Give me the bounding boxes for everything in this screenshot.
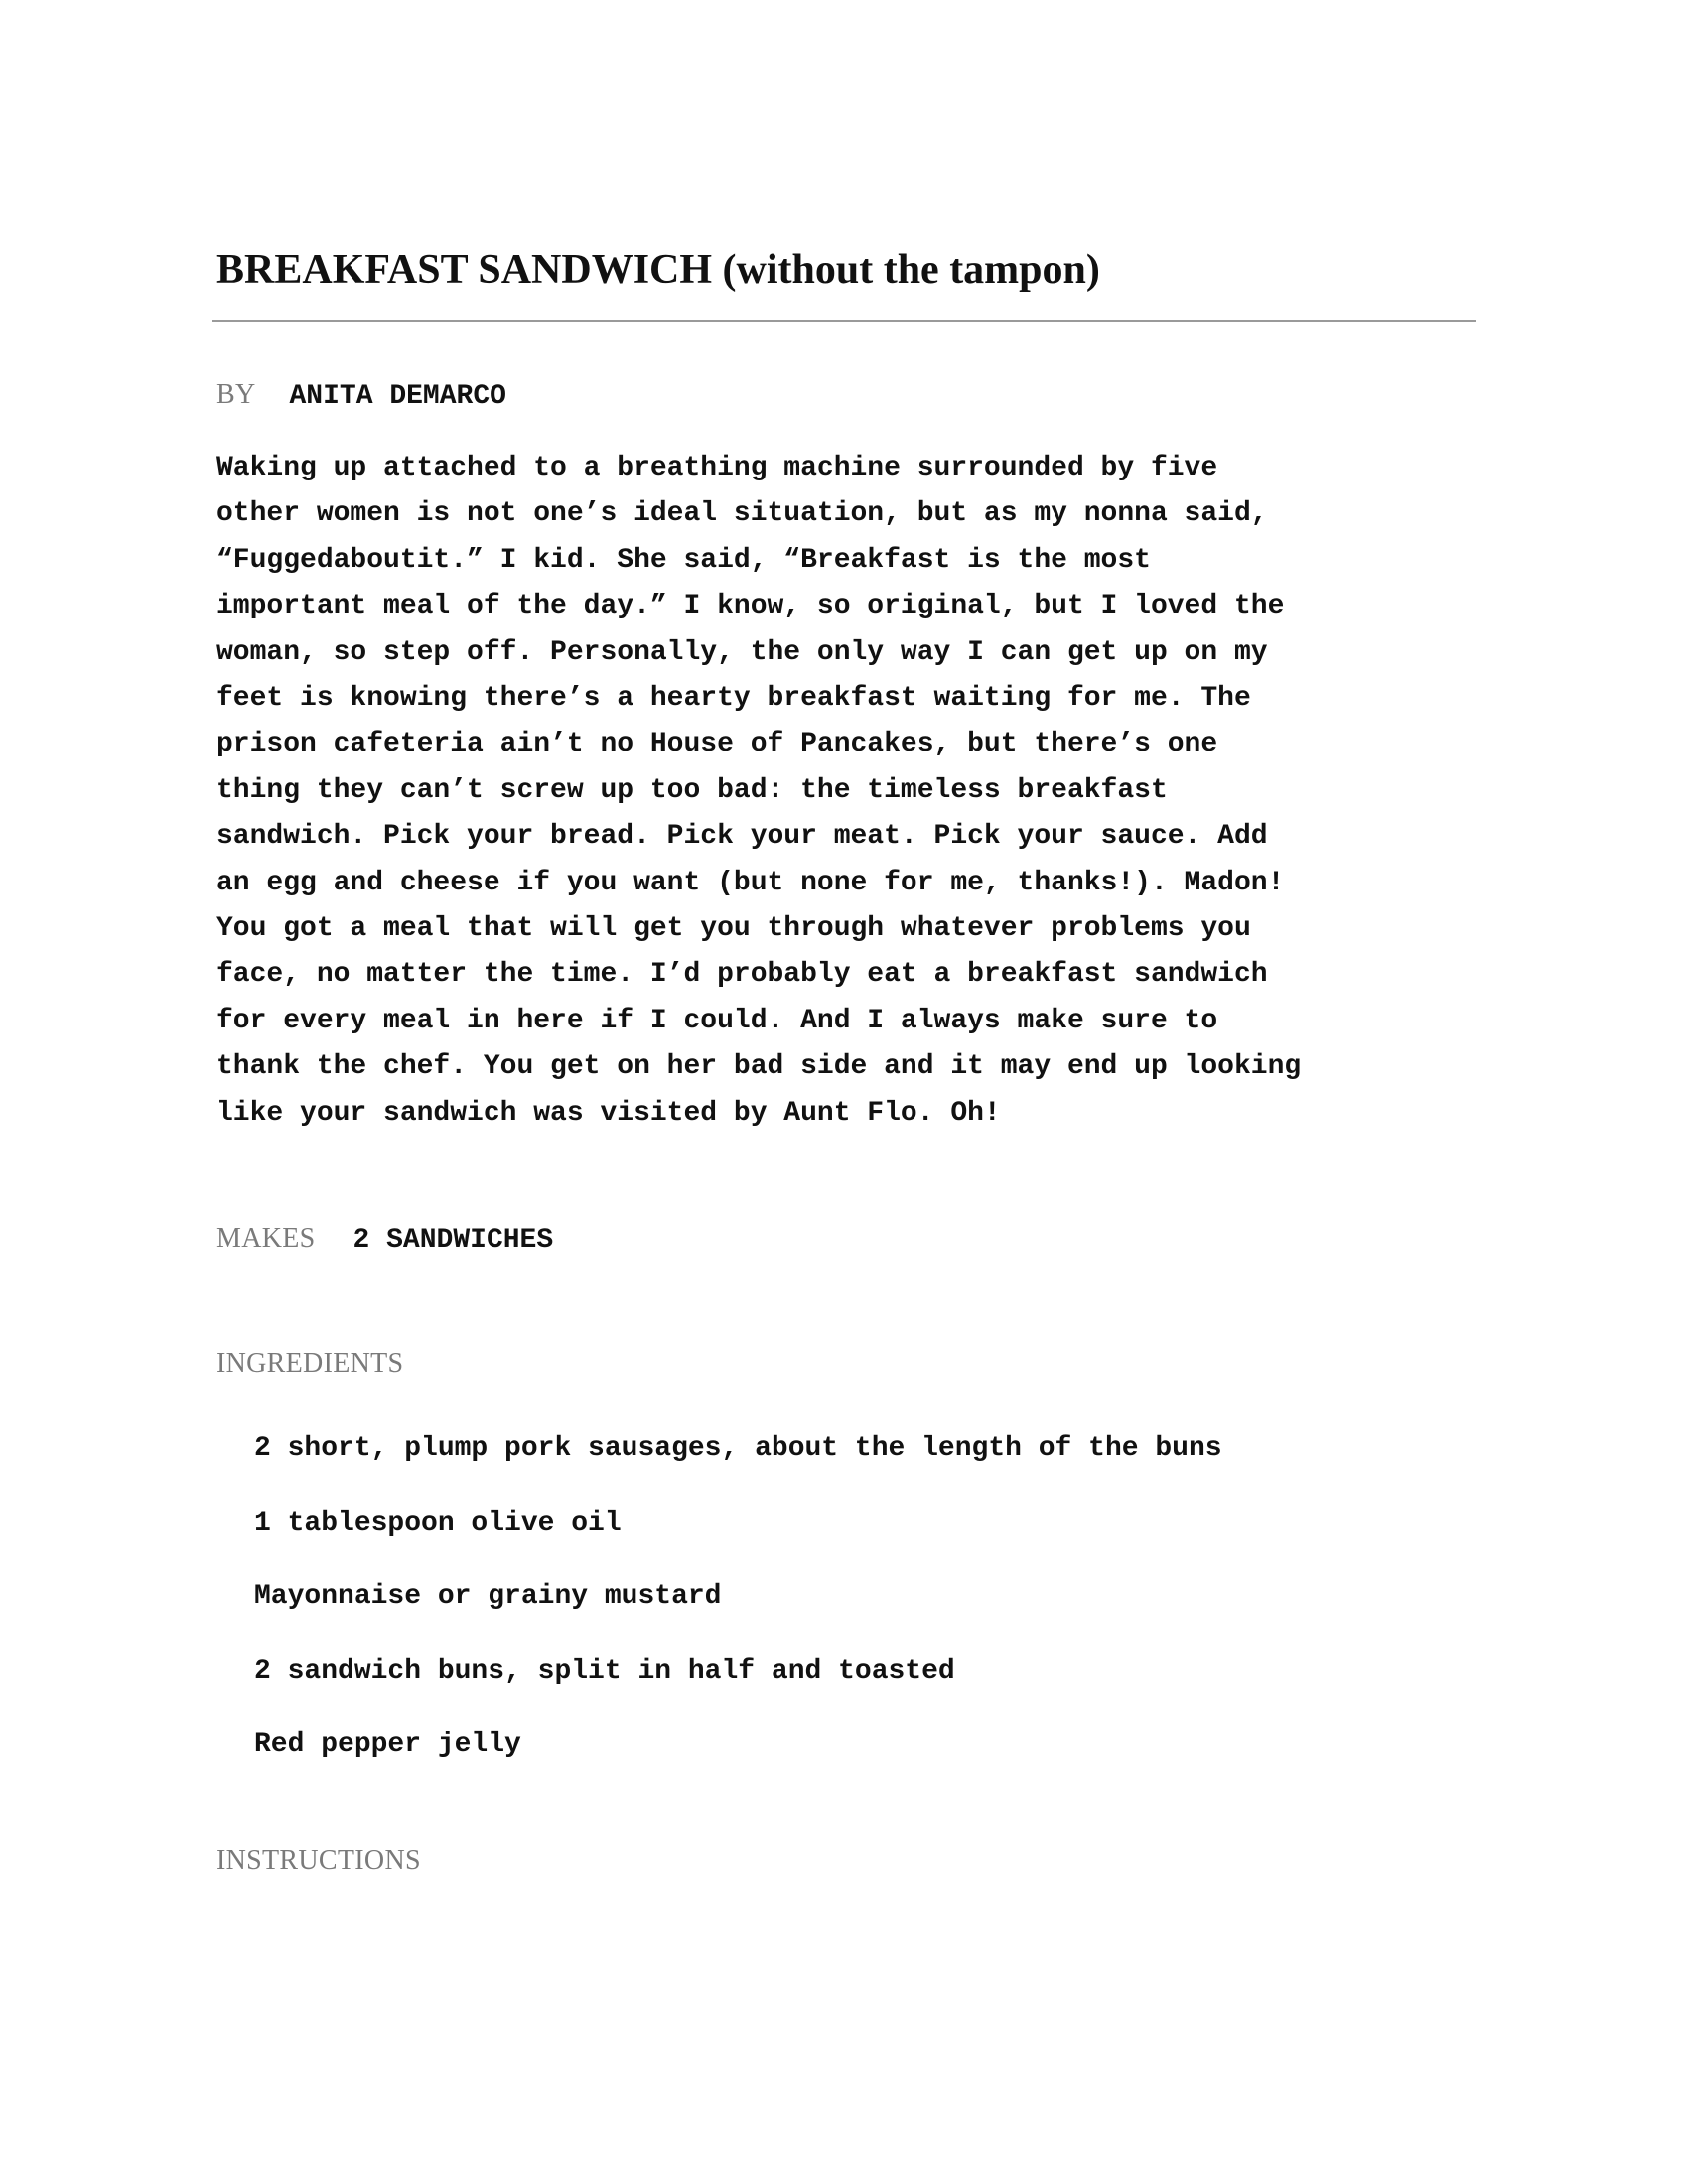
intro-line: You got a meal that will get you through whatever problems you [216,913,1251,945]
byline-label: BY [216,379,256,410]
yield-value: 2 SANDWICHES [352,1225,554,1256]
yield [216,1219,553,1259]
intro-line: sandwich. Pick your bread. Pick your meat. Pick your sauce. Add [216,821,1268,853]
author-name: ANITA DEMARCO [289,381,506,412]
intro-line: like your sandwich was visited by Aunt Flo. Oh! [216,1097,1001,1129]
ingredient-item: 1 tablespoon olive oil [254,1507,622,1539]
intro-line: Waking up attached to a breathing machine surrounded by five [216,453,1218,483]
ingredient-item: 2 short, plump pork sausages, about the length of the buns [254,1433,1222,1464]
intro-line: woman, so step off. Personally, the only way I can get up on my [216,636,1268,668]
ingredient-item: Mayonnaise or grainy mustard [254,1581,722,1612]
intro-line: an egg and cheese if you want (but none for me, thanks!). Madon! [216,867,1285,898]
byline [216,375,506,415]
ingredient-item: 2 sandwich buns, split in half and toasted [254,1655,955,1687]
recipe-title: BREAKFAST SANDWICH (without the tampon) [216,247,1100,293]
yield-label: MAKES [216,1223,316,1254]
ingredients-heading: INGREDIENTS [216,1348,404,1379]
intro-line: face, no matter the time. I’d probably eat a breakfast sandwich [216,959,1268,991]
ingredient-list [254,1430,1222,1800]
intro-line: for every meal in here if I could. And I always make sure to [216,1005,1218,1036]
instructions-heading: INSTRUCTIONS [216,1845,421,1876]
ingredient-item: Red pepper jelly [254,1729,521,1760]
intro-line: “Fuggedaboutit.” I kid. She said, “Breakfast is the most [216,544,1151,576]
title-divider [212,320,1476,322]
intro-line: feet is knowing there’s a hearty breakfast waiting for me. The [216,683,1251,715]
intro-line: thing they can’t screw up too bad: the timeless breakfast [216,774,1168,806]
intro-line: prison cafeteria ain’t no House of Pancakes, but there’s one [216,729,1218,760]
intro-line: important meal of the day.” I know, so original, but I loved the [216,591,1285,622]
intro-line: other women is not one’s ideal situation, but as my nonna said, [216,498,1268,530]
intro-line: thank the chef. You get on her bad side and it may end up looking [216,1051,1302,1083]
intro-paragraph [216,446,1476,1137]
